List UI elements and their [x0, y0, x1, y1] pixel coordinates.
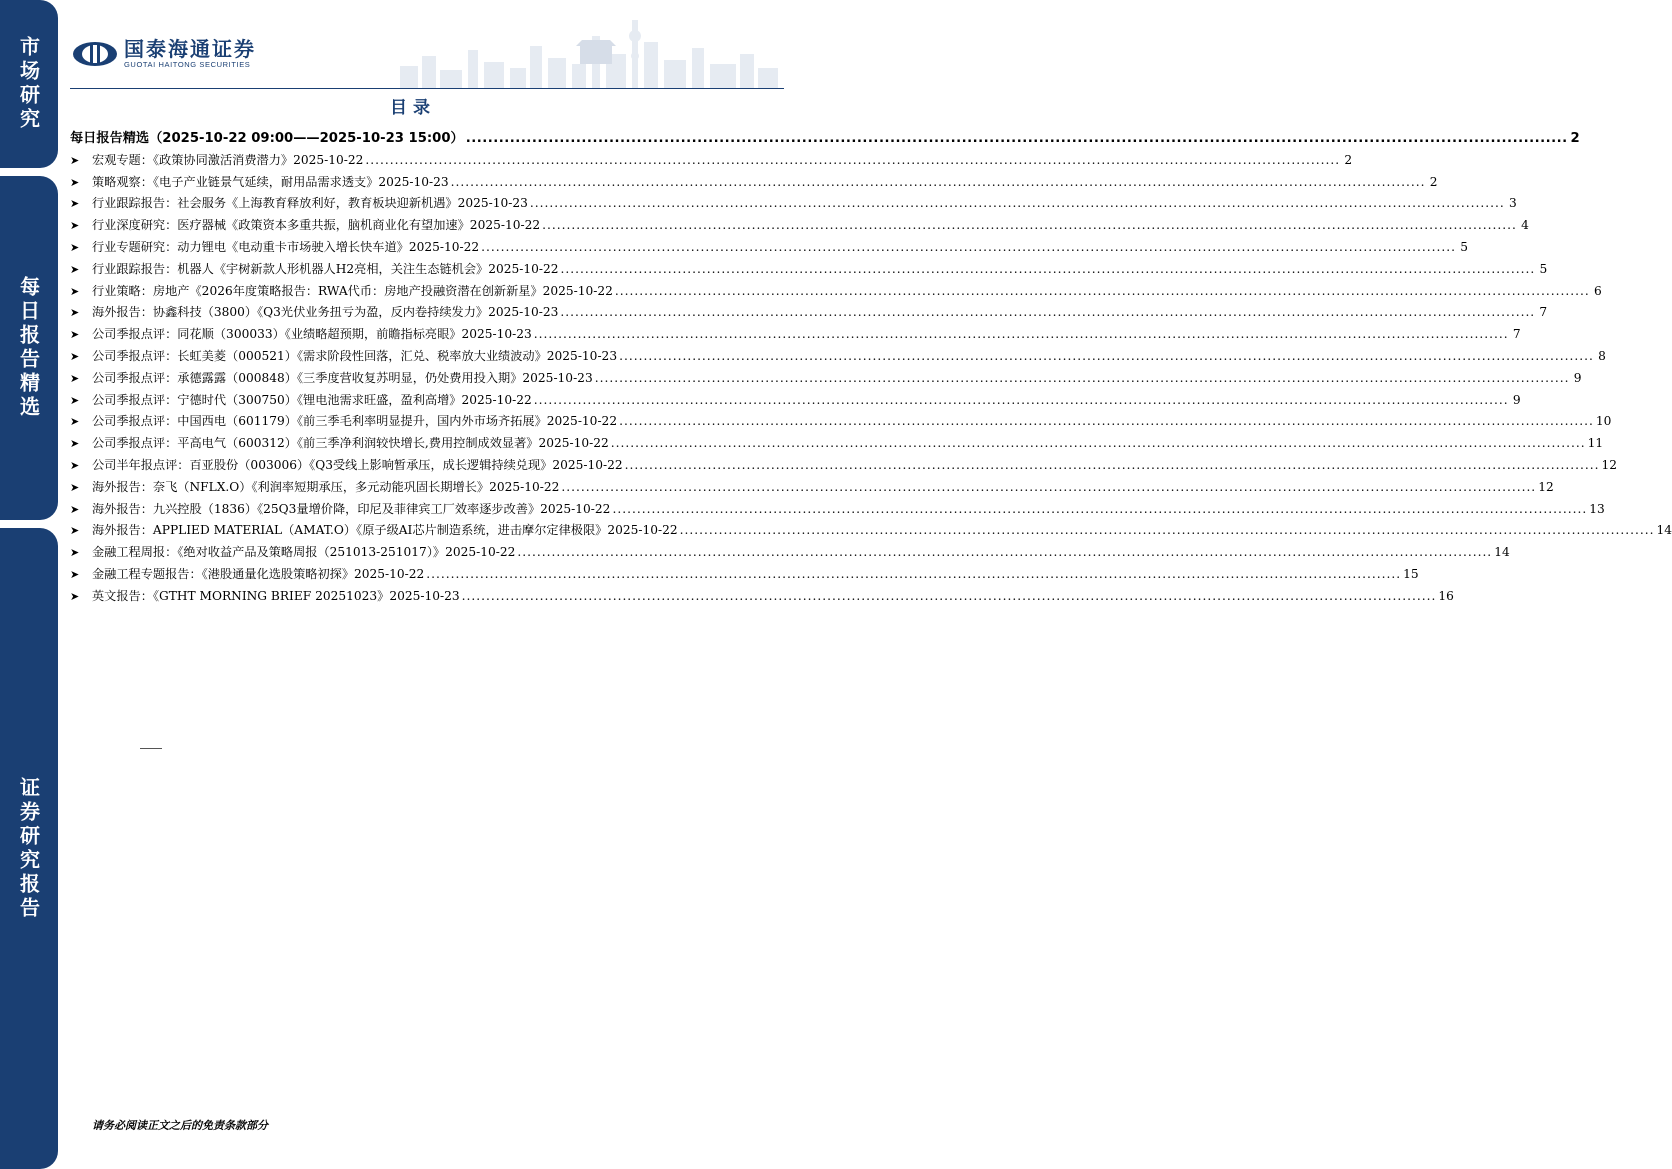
toc-leader-dots [619, 346, 1594, 368]
logo-mark-icon [72, 41, 118, 67]
sidebar [0, 0, 60, 1169]
toc-entry-text: 海外报告：APPLIED MATERIAL（AMAT.O）《原子级AI芯片制造系统，进击摩尔定律极限》2025-10-22 [92, 523, 678, 538]
toc-entry-text: 每日报告精选（2025-10-22 09:00——2025-10-23 15:00） [70, 131, 464, 146]
toc-entry[interactable] [70, 215, 1529, 237]
toc-entry[interactable] [70, 433, 1604, 455]
toc-leader-dots [530, 193, 1505, 215]
toc-entry[interactable] [70, 586, 1454, 608]
arrow-bullet-icon: ➤ [70, 589, 80, 603]
toc-leader-dots [560, 259, 1535, 281]
toc-entry-text: 行业深度研究：医疗器械《政策资本多重共振，脑机商业化有望加速》2025-10-22 [92, 218, 541, 233]
toc-page-number: 2 [1344, 152, 1353, 167]
toc-page-number: 5 [1539, 261, 1548, 276]
toc-page-number: 13 [1589, 501, 1605, 516]
toc-entry[interactable] [70, 368, 1582, 390]
toc-entry[interactable] [70, 411, 1612, 433]
arrow-bullet-icon: ➤ [70, 153, 80, 167]
toc-entry[interactable] [70, 324, 1521, 346]
toc-entry[interactable] [70, 390, 1521, 412]
toc-leader-dots [481, 237, 1456, 259]
toc-entry-text: 行业专题研究：动力锂电《电动重卡市场驶入增长快车道》2025-10-22 [92, 239, 480, 254]
toc-page-number: 6 [1593, 283, 1602, 298]
arrow-bullet-icon: ➤ [70, 437, 80, 451]
toc-entry-text: 公司季报点评：同花顺（300033）《业绩略超预期，前瞻指标亮眼》2025-10-23 [92, 327, 532, 342]
toc-leader-dots [680, 520, 1655, 542]
arrow-bullet-icon: ➤ [70, 240, 80, 254]
toc-page-number: 14 [1656, 523, 1672, 538]
sidebar-tab-securities-report [0, 528, 58, 1169]
toc-entry[interactable] [70, 259, 1548, 281]
toc-entry-text: 金融工程周报：《绝对收益产品及策略周报（251013-251017）》2025-10-22 [92, 545, 516, 560]
arrow-bullet-icon: ➤ [70, 306, 80, 320]
toc-entry[interactable] [70, 237, 1468, 259]
toc-entry-text: 行业策略：房地产《2026年度策略报告：RWA代币：房地产投融资潜在创新新星》2025-10-22 [92, 283, 613, 298]
arrow-bullet-icon: ➤ [70, 371, 80, 385]
toc-leader-dots [426, 564, 1401, 586]
sidebar-tab-label: 每日报告精选 [16, 276, 41, 420]
toc-entry[interactable] [70, 564, 1419, 586]
toc-entry-text: 宏观专题：《政策协同激活消费潜力》2025-10-22 [92, 152, 364, 167]
toc-page-number: 9 [1573, 370, 1582, 385]
sidebar-tab-label: 市场研究 [16, 36, 41, 132]
arrow-bullet-icon: ➤ [70, 567, 80, 581]
toc-leader-dots [612, 499, 1587, 521]
toc-page-number: 7 [1512, 327, 1521, 342]
city-skyline-illustration [380, 6, 780, 88]
toc-entry-text: 英文报告：《GTHT MORNING BRIEF 20251023》2025-10-23 [92, 588, 460, 603]
arrow-bullet-icon: ➤ [70, 458, 80, 472]
toc-page-number: 5 [1460, 239, 1468, 254]
toc-entry[interactable] [70, 281, 1602, 303]
toc-page-number: 15 [1403, 566, 1419, 581]
arrow-bullet-icon: ➤ [70, 524, 80, 538]
toc-entry-text: 金融工程专题报告：《港股通量化选股策略初探》2025-10-22 [92, 566, 425, 581]
toc-leader-dots [534, 324, 1509, 346]
toc-page-number: 16 [1438, 588, 1454, 603]
toc-leader-dots [365, 150, 1340, 172]
toc-page-number: 11 [1587, 436, 1604, 451]
toc-entry[interactable] [70, 455, 1617, 477]
arrow-bullet-icon: ➤ [70, 480, 80, 494]
arrow-bullet-icon: ➤ [70, 502, 80, 516]
toc-page-number: 9 [1512, 392, 1521, 407]
toc-page-number: 4 [1521, 218, 1529, 233]
sidebar-tab-label: 证券研究报告 [16, 776, 41, 921]
toc-entry[interactable] [70, 302, 1548, 324]
toc-page-number: 7 [1539, 305, 1548, 320]
toc-entry-text: 公司季报点评：中国西电（601179）《前三季毛利率明显提升，国内外市场齐拓展》2025-10-22 [92, 414, 618, 429]
toc-entry[interactable] [70, 172, 1438, 194]
toc-page-number: 8 [1598, 348, 1606, 363]
toc-leader-dots [462, 586, 1437, 608]
logo-cn-text: 国泰海通证券 [124, 37, 256, 61]
disclaimer-footer: 请务必阅读正文之后的免责条款部分 [92, 1119, 268, 1132]
arrow-bullet-icon: ➤ [70, 415, 80, 429]
toc-page-number: 2 [1570, 131, 1580, 146]
toc-entry-text: 公司季报点评：承德露露（000848）《三季度营收复苏明显，仍处费用投入期》2025-10-23 [92, 370, 593, 385]
toc-leader-dots [595, 368, 1570, 390]
toc-leader-dots [466, 128, 1568, 150]
toc-entry-text: 公司季报点评：长虹美菱（000521）《需求阶段性回落，汇兑、税率放大业绩波动》2025-10-23 [92, 348, 618, 363]
toc-leader-dots [560, 302, 1535, 324]
toc-entry[interactable] [70, 499, 1605, 521]
toc-page-number: 2 [1429, 174, 1438, 189]
toc-page-number: 3 [1508, 196, 1517, 211]
toc-title: 目录 [390, 98, 436, 118]
toc-main-entry[interactable] [70, 128, 1580, 150]
toc-entry[interactable] [70, 542, 1510, 564]
toc-page-number: 12 [1538, 479, 1554, 494]
toc-entry[interactable] [70, 193, 1517, 215]
toc-entry-text: 公司季报点评：平高电气（600312）《前三季净利润较快增长,费用控制成效显著》2025-10-22 [92, 436, 609, 451]
toc-entry-text: 行业跟踪报告：社会服务《上海教育释放利好，教育板块迎新机遇》2025-10-23 [92, 196, 528, 211]
toc-entry-text: 海外报告：九兴控股（1836）《25Q3量增价降，印尼及菲律宾工厂效率逐步改善》2025-10-22 [92, 501, 611, 516]
stray-mark [140, 748, 162, 749]
toc-leader-dots [615, 281, 1590, 303]
logo-en-text: GUOTAI HAITONG SECURITIES [124, 60, 251, 69]
toc-entry-text: 行业跟踪报告：机器人《宇树新款人形机器人H2亮相，关注生态链机会》2025-10-22 [92, 261, 559, 276]
toc-entry[interactable] [70, 346, 1606, 368]
toc-page-number: 10 [1595, 414, 1612, 429]
toc-entry[interactable] [70, 150, 1353, 172]
toc-page-number: 14 [1494, 545, 1510, 560]
toc-leader-dots [451, 172, 1426, 194]
arrow-bullet-icon: ➤ [70, 546, 80, 560]
toc-leader-dots [625, 455, 1600, 477]
toc-page-number: 12 [1601, 457, 1617, 472]
arrow-bullet-icon: ➤ [70, 262, 80, 276]
toc-leader-dots [534, 390, 1509, 412]
arrow-bullet-icon: ➤ [70, 393, 80, 407]
header-divider [70, 88, 784, 89]
toc-entry-text: 海外报告：协鑫科技（3800）《Q3光伏业务扭亏为盈，反内卷持续发力》2025-10-23 [92, 305, 559, 320]
toc-leader-dots [619, 411, 1594, 433]
arrow-bullet-icon: ➤ [70, 284, 80, 298]
toc-entry-text: 策略观察：《电子产业链景气延续，耐用品需求透支》2025-10-23 [92, 174, 449, 189]
sidebar-tab-market-research [0, 0, 58, 168]
toc-entry-text: 公司季报点评：宁德时代（300750）《锂电池需求旺盛，盈利高增》2025-10-22 [92, 392, 532, 407]
toc-entry-text: 海外报告：奈飞（NFLX.O）《利润率短期承压，多元动能巩固长期增长》2025-10-22 [92, 479, 560, 494]
toc-leader-dots [517, 542, 1492, 564]
toc-entry[interactable] [70, 520, 1672, 542]
arrow-bullet-icon: ➤ [70, 175, 80, 189]
company-logo [72, 38, 256, 69]
toc-leader-dots [542, 215, 1517, 237]
arrow-bullet-icon: ➤ [70, 219, 80, 233]
arrow-bullet-icon: ➤ [70, 328, 80, 342]
arrow-bullet-icon: ➤ [70, 197, 80, 211]
arrow-bullet-icon: ➤ [70, 349, 80, 363]
toc-entry-text: 公司半年报点评：百亚股份（003006）《Q3受线上影响暂承压，成长逻辑持续兑现》2025-10-22 [92, 457, 623, 472]
toc-leader-dots [611, 433, 1586, 455]
sidebar-tab-daily-selection [0, 176, 58, 520]
table-of-contents [70, 128, 1672, 608]
toc-entry[interactable] [70, 477, 1554, 499]
toc-leader-dots [561, 477, 1536, 499]
